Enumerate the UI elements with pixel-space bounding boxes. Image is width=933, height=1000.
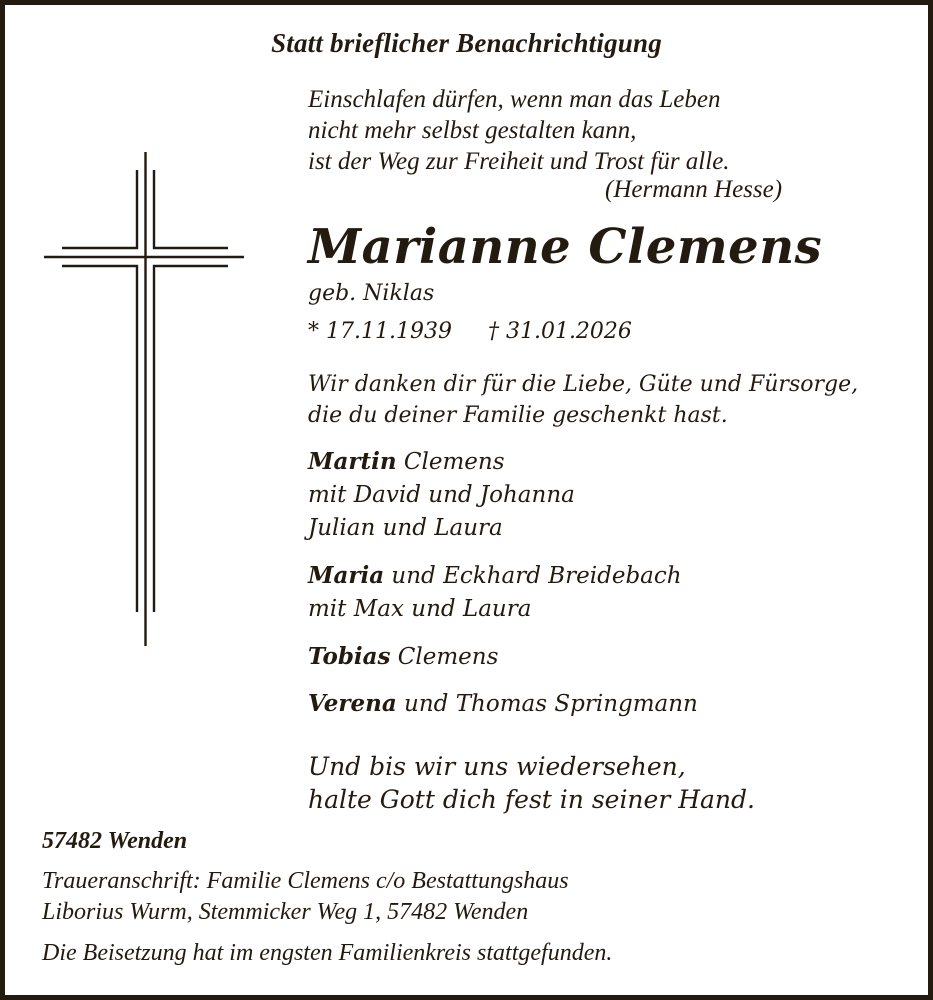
family-extra: Julian und Laura	[308, 515, 503, 541]
closing-line: halte Gott dich fest in seiner Hand.	[308, 785, 755, 814]
quote-author: (Hermann Hesse)	[605, 176, 783, 203]
thanks-line: Wir danken dir für die Liebe, Güte und Fürsorge,	[308, 372, 859, 397]
address-line: Traueranschrift: Familie Clemens c/o Bestattungshaus	[42, 868, 569, 894]
family-entry	[308, 445, 575, 545]
family-rest: und Thomas Springmann	[396, 691, 698, 717]
family-first-name: Martin	[308, 448, 397, 475]
thanks-text	[308, 369, 858, 431]
family-first-name: Tobias	[308, 643, 391, 670]
family-first-name: Maria	[308, 562, 385, 589]
quote	[308, 84, 730, 177]
family-rest: Clemens	[396, 449, 505, 475]
quote-line: Einschlafen dürfen, wenn man das Leben	[308, 86, 721, 113]
header-title: Statt brieflicher Benachrichtigung	[271, 28, 662, 58]
city: 57482 Wenden	[42, 828, 188, 854]
closing-line: Und bis wir uns wiedersehen,	[308, 752, 686, 781]
family-first-name: Verena	[308, 690, 397, 717]
life-dates	[308, 319, 632, 344]
quote-line: ist der Weg zur Freiheit und Trost für alle.	[308, 148, 730, 175]
family-entry	[308, 559, 682, 626]
family-rest: und Eckhard Breidebach	[384, 563, 682, 589]
address-line: Liborius Wurm, Stemmicker Weg 1, 57482 Wenden	[42, 899, 529, 925]
family-entry	[308, 640, 498, 674]
family-extra: mit David und Johanna	[308, 482, 575, 508]
mourning-address	[42, 866, 569, 928]
family-rest: Clemens	[390, 644, 499, 670]
thanks-line: die du deiner Familie geschenkt hast.	[308, 403, 728, 428]
death-date: † 31.01.2026	[487, 319, 632, 344]
family-extra: mit Max und Laura	[308, 596, 532, 622]
quote-line: nicht mehr selbst gestalten kann,	[308, 117, 637, 144]
deceased-name: Marianne Clemens	[308, 219, 823, 275]
birth-date: * 17.11.1939	[308, 319, 452, 344]
burial-note: Die Beisetzung hat im engsten Familienkreis stattgefunden.	[42, 940, 613, 966]
closing-verse	[308, 750, 755, 816]
birth-name: geb. Niklas	[308, 281, 435, 306]
family-entry	[308, 687, 698, 721]
